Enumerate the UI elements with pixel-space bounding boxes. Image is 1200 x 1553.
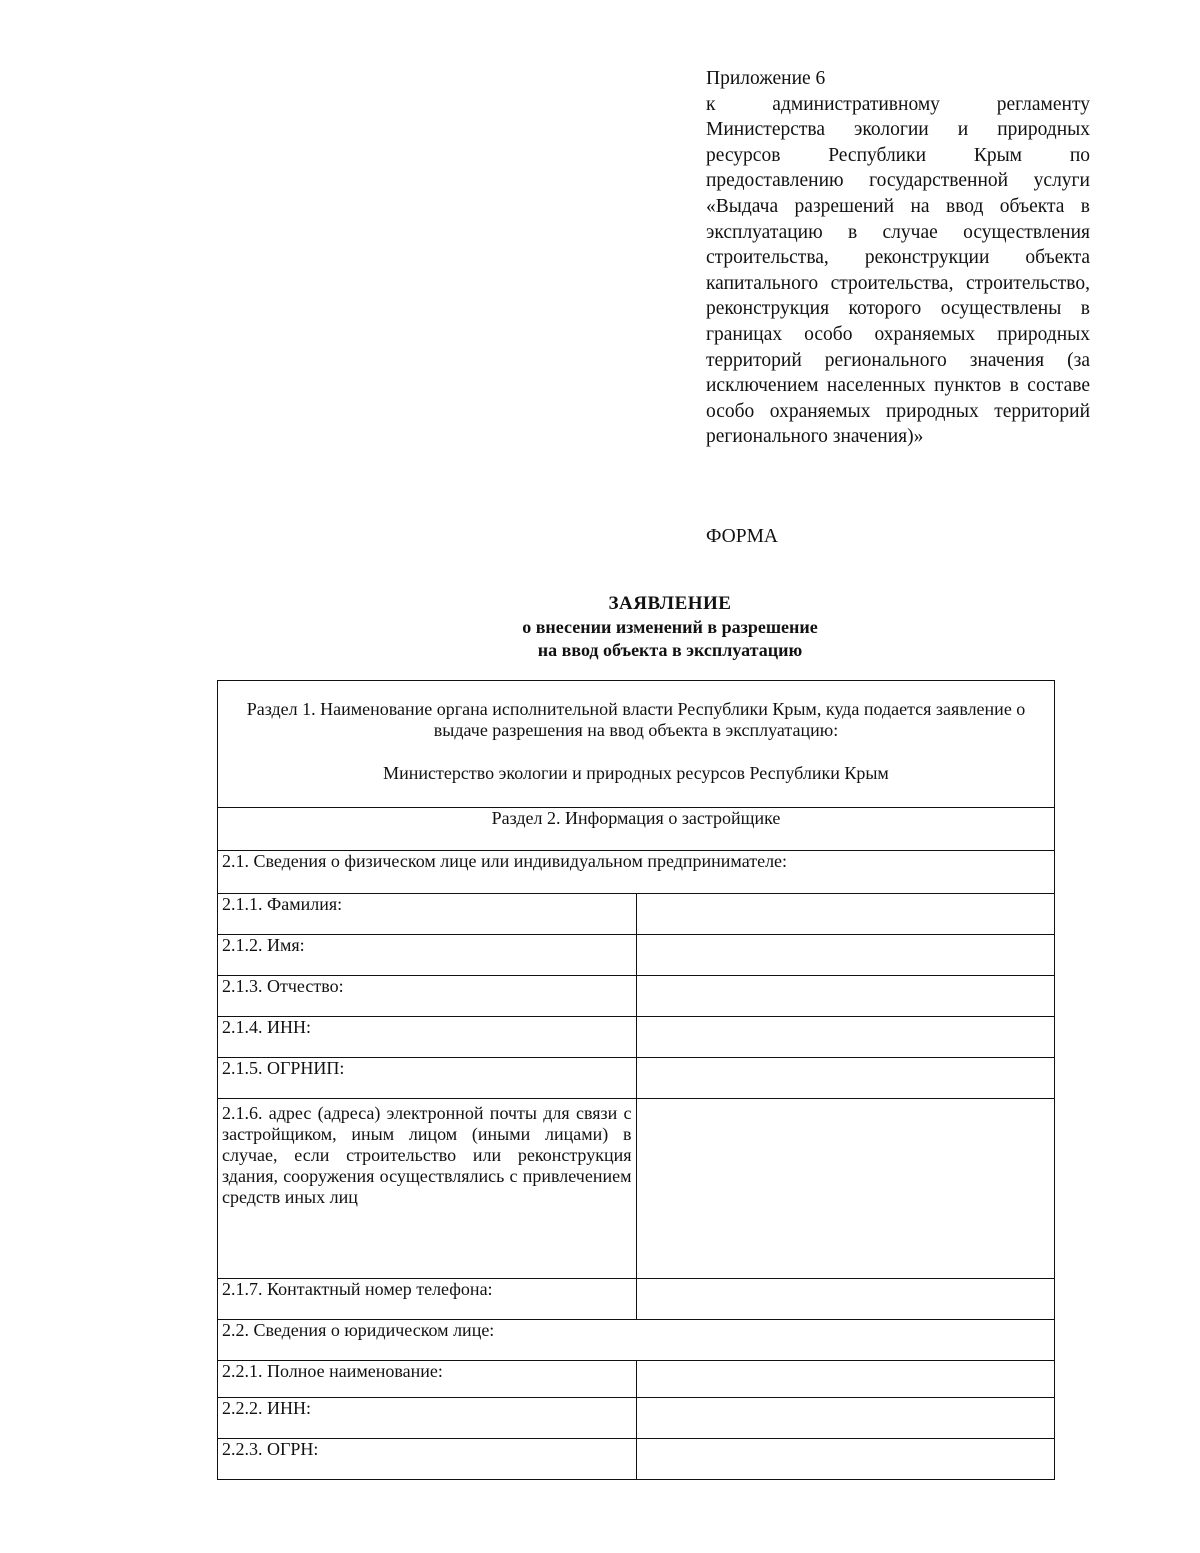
field-input-full-name[interactable] — [636, 1361, 1055, 1398]
field-input-inn-legal[interactable] — [636, 1398, 1055, 1439]
field-label-surname: 2.1.1. Фамилия: — [218, 894, 637, 935]
section1-text: Раздел 1. Наименование органа исполнительной власти Республики Крым, куда подается заявление о выдаче разрешения на ввод объекта в эксплуатацию: — [246, 699, 1026, 740]
heading-subtitle-1: о внесении изменений в разрешение — [522, 617, 818, 637]
field-label-inn-individual: 2.1.4. ИНН: — [218, 1017, 637, 1058]
field-input-ogrnip[interactable] — [636, 1058, 1055, 1099]
field-label-ogrn: 2.2.3. ОГРН: — [218, 1439, 637, 1480]
field-input-phone[interactable] — [636, 1279, 1055, 1320]
field-input-name[interactable] — [636, 935, 1055, 976]
appendix-text: к административному регламенту Министерства экологии и природных ресурсов Республики Крым по предоставлению государственной услуги «Выдача разрешений на ввод объекта в эксплуатацию в случае осуществления строительства, реконструкции объекта капитального строительства, строительство, реконструкция которого осуществлены в границах особо охраняемых природных территорий регионального значения (за исключением населенных пунктов в составе особо охраняемых природных территорий регионального значения)» — [706, 93, 1090, 448]
appendix-title: Приложение 6 — [706, 68, 826, 89]
field-input-email[interactable] — [636, 1099, 1055, 1279]
section1-cell — [218, 681, 1055, 808]
individual-header: 2.1. Сведения о физическом лице или индивидуальном предпринимателе: — [218, 851, 1055, 894]
field-label-ogrnip: 2.1.5. ОГРНИП: — [218, 1058, 637, 1099]
field-label-phone: 2.1.7. Контактный номер телефона: — [218, 1279, 637, 1320]
field-input-ogrn[interactable] — [636, 1439, 1055, 1480]
document-heading — [0, 592, 1200, 662]
field-label-patronymic: 2.1.3. Отчество: — [218, 976, 637, 1017]
appendix-block — [706, 66, 1090, 450]
section2-title: Раздел 2. Информация о застройщике — [218, 808, 1055, 851]
field-label-full-name: 2.2.1. Полное наименование: — [218, 1361, 637, 1398]
heading-title: ЗАЯВЛЕНИЕ — [608, 593, 732, 614]
field-label-inn-legal: 2.2.2. ИНН: — [218, 1398, 637, 1439]
field-input-surname[interactable] — [636, 894, 1055, 935]
legal-entity-header: 2.2. Сведения о юридическом лице: — [218, 1320, 1055, 1361]
section1-organ: Министерство экологии и природных ресурсов Республики Крым — [383, 763, 889, 783]
field-label-email: 2.1.6. адрес (адреса) электронной почты для связи с застройщиком, иным лицом (иными лицами) в случае, если строительство или реконструкция здания, сооружения осуществлялись с привлечением средств иных лиц — [218, 1099, 637, 1279]
heading-subtitle-2: на ввод объекта в эксплуатацию — [537, 640, 803, 660]
form-label: ФОРМА — [706, 526, 778, 547]
application-form-table — [217, 680, 1055, 1480]
field-label-name: 2.1.2. Имя: — [218, 935, 637, 976]
field-input-inn-individual[interactable] — [636, 1017, 1055, 1058]
field-input-patronymic[interactable] — [636, 976, 1055, 1017]
